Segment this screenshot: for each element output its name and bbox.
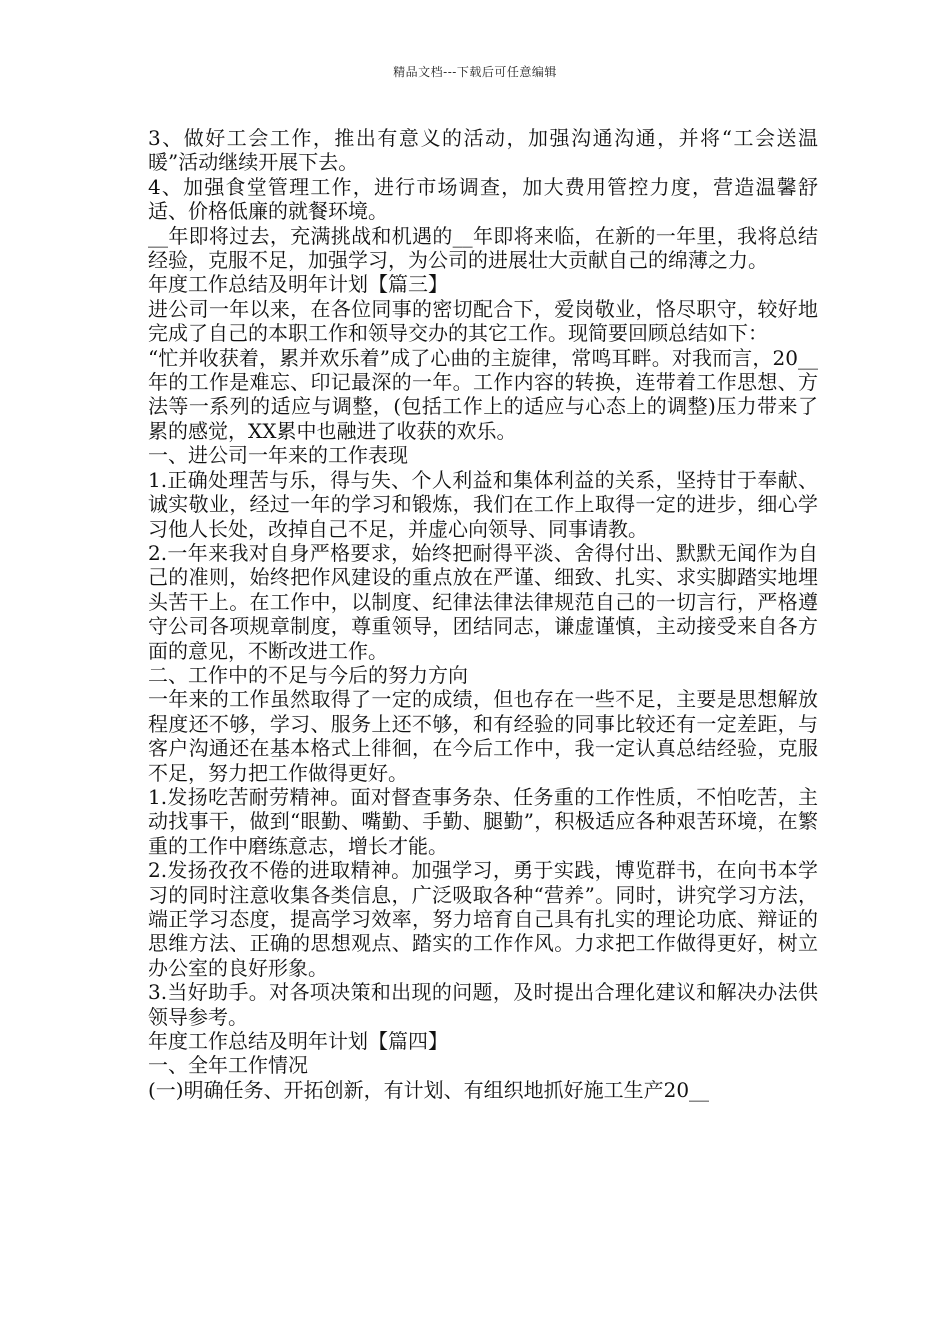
section-heading-part-three: 年度工作总结及明年计划【篇三】 xyxy=(148,272,448,297)
paragraph-intro: 进公司一年以来，在各位同事的密切配合下，爱岗敬业，恪尽职守，较好地完成了自己的本职工作和领导交办的其它工作。现简要回顾总结如下： xyxy=(148,296,818,346)
subheading-annual-work: 一、全年工作情况 xyxy=(148,1053,308,1078)
subheading-performance: 一、进公司一年来的工作表现 xyxy=(148,443,408,468)
paragraph-shortcomings: 一年来的工作虽然取得了一定的成绩，但也存在一些不足，主要是思想解放程度还不够，学习、服务上还不够，和有经验的同事比较还有一定差距，与客户沟通还在基本格式上徘徊，在今后工作中，我一定认真总结经验，克服不足，努力把工作做得更好。 xyxy=(148,687,818,785)
subheading-shortcomings: 二、工作中的不足与今后的努力方向 xyxy=(148,662,468,687)
paragraph-hardwork: 1.发扬吃苦耐劳精神。面对督查事务杂、任务重的工作性质，不怕吃苦，主动找事干，做到“眼勤、嘴勤、手勤、腿勤”，积极适应各种艰苦环境，在繁重的工作中磨练意志，增长才能。 xyxy=(148,784,818,858)
paragraph-assistant: 3.当好助手。对各项决策和出现的问题，及时提出合理化建议和解决办法供领导参考。 xyxy=(148,980,818,1029)
paragraph-busy-harvest: “忙并收获着，累并欢乐着”成了心曲的主旋律，常鸣耳畔。对我而言，20__年的工作是难忘、印记最深的一年。工作内容的转换，连带着工作思想、方法等一系列的适应与调整，(包括工作上的适应与心态上的调整)压力带来了累的感觉，XX累中也融进了收获的欢乐。 xyxy=(148,345,818,443)
paragraph-learning: 2.发扬孜孜不倦的进取精神。加强学习，勇于实践，博览群书，在向书本学习的同时注意收集各类信息，广泛吸取各种“营养”。同时，讲究学习方法，端正学习态度，提高学习效率，努力培育自己具有扎实的理论功底、辩证的思维方法、正确的思想观点、踏实的工作作风。力求把工作做得更好，树立办公室的良好形象。 xyxy=(148,858,818,980)
paragraph-task-clarity: (一)明确任务、开拓创新，有计划、有组织地抓好施工生产20__ xyxy=(148,1077,710,1102)
document-body xyxy=(148,126,818,1102)
paragraph-point-1: 1.正确处理苦与乐，得与失、个人利益和集体利益的关系，坚持甘于奉献、诚实敬业，经过一年的学习和锻炼，我们在工作上取得一定的进步，细心学习他人长处，改掉自己不足，并虚心向领导、同事请教。 xyxy=(148,467,818,541)
paragraph-year-closing: __年即将过去，充满挑战和机遇的__年即将来临，在新的一年里，我将总结经验，克服不足，加强学习，为公司的进展壮大贡献自己的绵薄之力。 xyxy=(148,223,818,273)
paragraph-union-work: 3、做好工会工作，推出有意义的活动，加强沟通沟通，并将“工会送温暖”活动继续开展下去。 xyxy=(148,126,818,175)
paragraph-canteen: 4、加强食堂管理工作，进行市场调查，加大费用管控力度，营造温馨舒适、价格低廉的就餐环境。 xyxy=(148,174,818,224)
page-header: 精品文档---下载后可任意编辑 xyxy=(393,65,557,79)
paragraph-point-2: 2.一年来我对自身严格要求，始终把耐得平淡、舍得付出、默默无闻作为自己的准则，始终把作风建设的重点放在严谨、细致、扎实、求实脚踏实地埋头苦干上。在工作中，以制度、纪律法律法律规范自己的一切言行，严格遵守公司各项规章制度，尊重领导，团结同志，谦虚谨慎，主动接受来自各方面的意见，不断改进工作。 xyxy=(148,540,818,663)
section-heading-part-four: 年度工作总结及明年计划【篇四】 xyxy=(148,1029,448,1054)
